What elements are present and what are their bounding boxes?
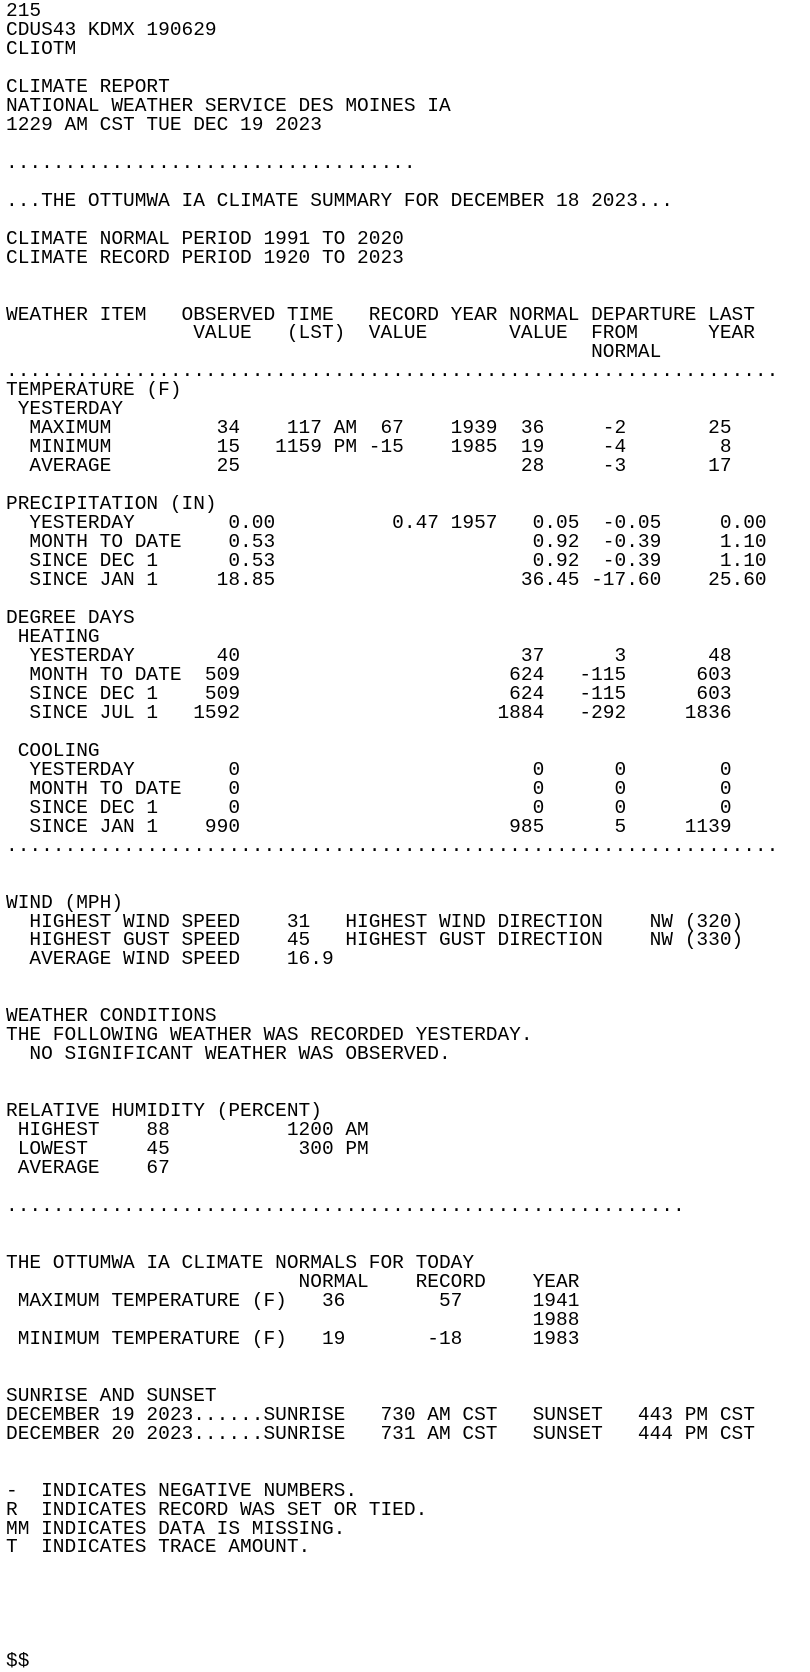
report-line: MONTH TO DATE 509 624 -115 603 — [6, 663, 732, 686]
report-line — [6, 1216, 810, 1235]
report-line — [6, 1557, 810, 1576]
report-line: NORMAL RECORD YEAR — [6, 1270, 580, 1293]
report-line — [6, 211, 810, 230]
report-line — [6, 287, 810, 306]
report-line: 1988 — [6, 1308, 580, 1331]
report-line — [6, 723, 810, 742]
report-line: - INDICATES NEGATIVE NUMBERS. — [6, 1479, 358, 1502]
report-line: AVERAGE WIND SPEED 16.9 — [6, 948, 334, 971]
report-line: VALUE (LST) VALUE VALUE FROM YEAR — [6, 322, 755, 345]
report-line: AVERAGE 67 — [6, 1157, 170, 1180]
report-line: WEATHER CONDITIONS — [6, 1005, 217, 1028]
report-line: $$ — [6, 1650, 30, 1672]
report-line: COOLING — [6, 739, 100, 762]
report-line: MM INDICATES DATA IS MISSING. — [6, 1517, 346, 1540]
report-line — [6, 1633, 810, 1652]
report-line: CLIOTM — [6, 37, 77, 60]
report-line: T INDICATES TRACE AMOUNT. — [6, 1536, 311, 1559]
report-line: YESTERDAY — [6, 398, 124, 421]
report-line: MAXIMUM TEMPERATURE (F) 36 57 1941 — [6, 1289, 580, 1312]
report-line: .................................................................. — [6, 834, 779, 857]
report-line: MINIMUM TEMPERATURE (F) 19 -18 1983 — [6, 1327, 580, 1350]
report-line: PRECIPITATION (IN) — [6, 493, 217, 516]
report-line: MAXIMUM 34 117 AM 67 1939 36 -2 25 — [6, 417, 732, 440]
report-line: RELATIVE HUMIDITY (PERCENT) — [6, 1100, 322, 1123]
report-line: SUNRISE AND SUNSET — [6, 1384, 217, 1407]
report-line: DECEMBER 19 2023......SUNRISE 730 AM CST SUNSET 443 PM CST — [6, 1403, 755, 1426]
report-line: WEATHER ITEM OBSERVED TIME RECORD YEAR NORMAL DEPARTURE LAST — [6, 303, 755, 326]
report-line: MINIMUM 15 1159 PM -15 1985 19 -4 8 — [6, 436, 732, 459]
report-line — [6, 173, 810, 192]
report-line: THE FOLLOWING WEATHER WAS RECORDED YESTERDAY. — [6, 1024, 533, 1047]
report-line: YESTERDAY 40 37 3 48 — [6, 644, 732, 667]
report-line: THE OTTUMWA IA CLIMATE NORMALS FOR TODAY — [6, 1251, 475, 1274]
report-line: SINCE JAN 1 990 985 5 1139 — [6, 815, 732, 838]
report-line: SINCE JUL 1 1592 1884 -292 1836 — [6, 701, 732, 724]
report-line: SINCE DEC 1 0.53 0.92 -0.39 1.10 — [6, 550, 767, 573]
report-line — [6, 1349, 810, 1368]
report-line: SINCE DEC 1 509 624 -115 603 — [6, 682, 732, 705]
report-line — [6, 1614, 810, 1633]
report-line: MONTH TO DATE 0.53 0.92 -0.39 1.10 — [6, 531, 767, 554]
report-line: NATIONAL WEATHER SERVICE DES MOINES IA — [6, 94, 451, 117]
report-line: DEGREE DAYS — [6, 607, 135, 629]
report-line: ................................... — [6, 151, 416, 174]
report-line: SINCE JAN 1 18.85 36.45 -17.60 25.60 — [6, 569, 767, 592]
report-line: YESTERDAY 0.00 0.47 1957 0.05 -0.05 0.00 — [6, 512, 767, 535]
report-line — [6, 1576, 810, 1595]
report-line: HIGHEST 88 1200 AM — [6, 1119, 369, 1142]
report-line: HIGHEST WIND SPEED 31 HIGHEST WIND DIRECTION NW (320) — [6, 910, 744, 933]
report-line: NO SIGNIFICANT WEATHER WAS OBSERVED. — [6, 1043, 451, 1066]
report-line: DECEMBER 20 2023......SUNRISE 731 AM CST SUNSET 444 PM CST — [6, 1422, 755, 1445]
report-line: CLIMATE REPORT — [6, 75, 170, 98]
report-line — [6, 268, 810, 287]
report-line: TEMPERATURE (F) — [6, 379, 182, 402]
report-line — [6, 969, 810, 988]
report-line: SINCE DEC 1 0 0 0 0 — [6, 796, 732, 819]
report-line: CDUS43 KDMX 190629 — [6, 18, 217, 41]
report-line — [6, 1463, 810, 1482]
report-line: R INDICATES RECORD WAS SET OR TIED. — [6, 1498, 428, 1521]
report-line: NORMAL — [6, 341, 662, 364]
report-line: .......................................................... — [6, 1195, 685, 1218]
report-line: WIND (MPH) — [6, 891, 124, 914]
report-line — [6, 1444, 810, 1463]
report-line: CLIMATE RECORD PERIOD 1920 TO 2023 — [6, 246, 404, 269]
report-line — [6, 135, 810, 154]
report-line — [6, 1064, 810, 1083]
report-line: YESTERDAY 0 0 0 0 — [6, 758, 732, 781]
report-line: CLIMATE NORMAL PERIOD 1991 TO 2020 — [6, 227, 404, 250]
report-line: .................................................................. — [6, 360, 779, 383]
report-line: 1229 AM CST TUE DEC 19 2023 — [6, 113, 322, 136]
report-line: 215 — [6, 0, 42, 22]
report-line: HIGHEST GUST SPEED 45 HIGHEST GUST DIRECTION NW (330) — [6, 929, 744, 952]
report-line: ...THE OTTUMWA IA CLIMATE SUMMARY FOR DECEMBER 18 2023... — [6, 189, 674, 212]
report-line — [6, 875, 810, 894]
report-line: AVERAGE 25 28 -3 17 — [6, 455, 732, 478]
report-line: LOWEST 45 300 PM — [6, 1138, 369, 1161]
report-line: HEATING — [6, 625, 100, 648]
report-line — [6, 1368, 810, 1387]
report-line — [6, 856, 810, 875]
report-line — [6, 1595, 810, 1614]
report-line: MONTH TO DATE 0 0 0 0 — [6, 777, 732, 800]
